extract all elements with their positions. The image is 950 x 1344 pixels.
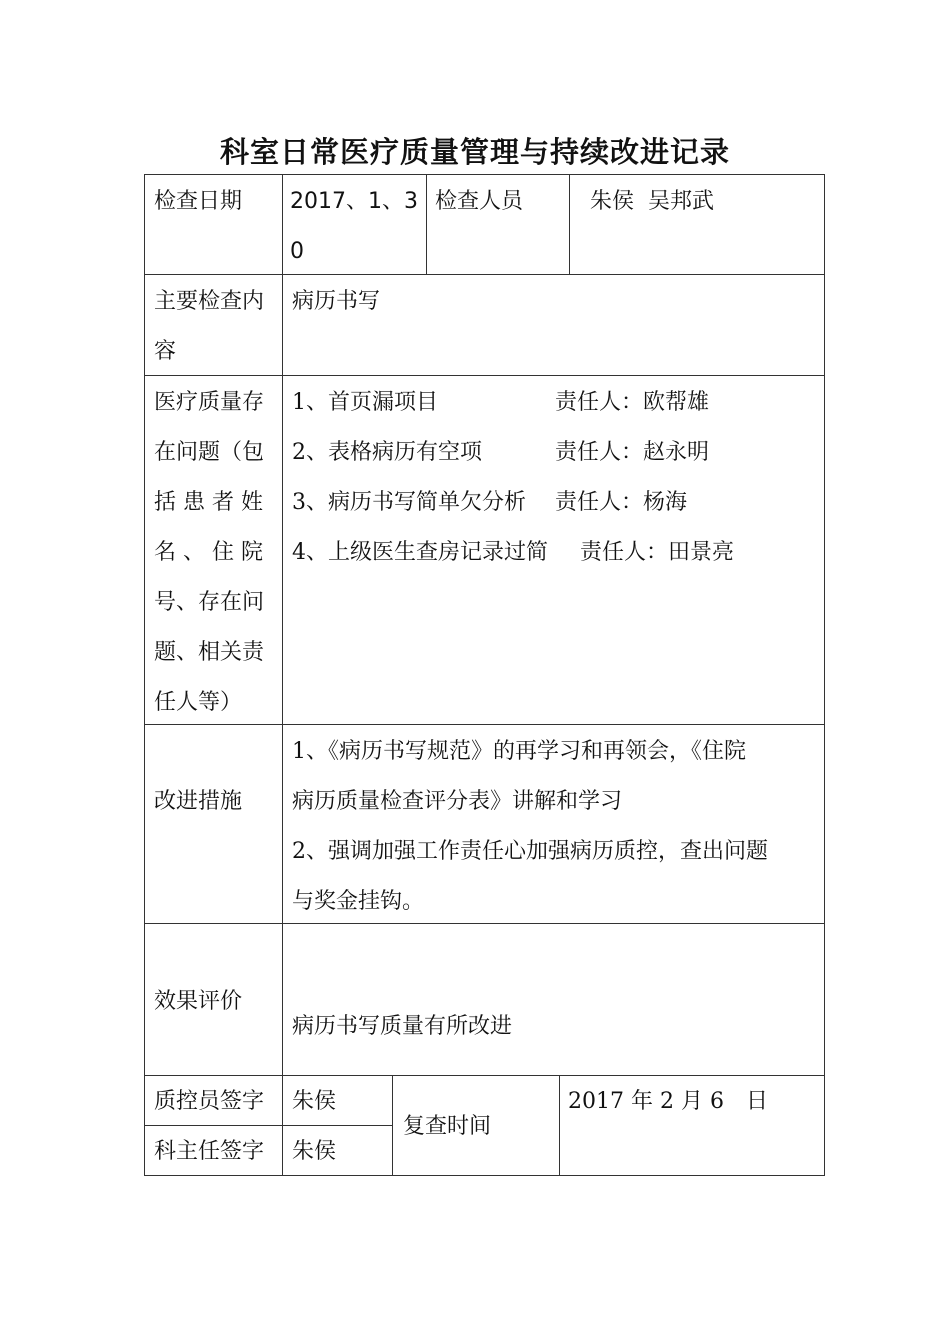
problems-label-line: 括 患 者 姓 (154, 490, 263, 515)
measures-line: 与奖金挂钩。 (292, 889, 425, 914)
review-date: 2017 年 2 月 6 日 (568, 1089, 768, 1114)
problem-item-responsible: 责任人：田景亮 (580, 540, 735, 565)
problem-item-text: 2、表格病历有空项 (292, 440, 482, 465)
qc-signature-value: 朱侯 (292, 1089, 337, 1114)
problems-label-line: 题、相关责 (154, 640, 265, 665)
problem-item-text: 3、病历书写简单欠分析 (292, 490, 526, 515)
content-label-line1: 主要检查内 (154, 289, 265, 314)
effect-label: 效果评价 (154, 989, 243, 1014)
measures-line: 1、《病历书写规范》的再学习和再领会，《住院 (292, 739, 746, 764)
divider (144, 923, 825, 924)
problems-label-line: 号、存在问 (154, 590, 265, 615)
divider (559, 1075, 560, 1176)
measures-label: 改进措施 (154, 789, 243, 814)
divider (144, 274, 825, 275)
divider (144, 724, 825, 725)
problem-item-text: 4、上级医生查房记录过简 (292, 540, 548, 565)
divider (282, 174, 283, 1176)
divider (392, 1075, 393, 1176)
divider (426, 174, 427, 274)
qc-signature-label: 质控员签字 (154, 1089, 265, 1114)
inspector-names: 朱侯 吴邦武 (590, 189, 714, 214)
date-value-line1: 2017、1、3 (290, 189, 418, 214)
inspector-label: 检查人员 (435, 189, 524, 214)
director-signature-label: 科主任签字 (154, 1139, 265, 1164)
page-title: 科室日常医疗质量管理与持续改进记录 (219, 135, 730, 169)
problems-label-line: 医疗质量存 (154, 390, 265, 415)
problem-item-responsible: 责任人：欧帮雄 (555, 390, 710, 415)
divider (144, 1075, 825, 1076)
problems-label-line: 任人等） (154, 690, 243, 715)
director-signature-value: 朱侯 (292, 1139, 337, 1164)
problem-item-responsible: 责任人：杨海 (555, 490, 688, 515)
problems-label-line: 名 、 住 院 (154, 540, 263, 565)
divider (144, 375, 825, 376)
effect-value: 病历书写质量有所改进 (292, 1014, 513, 1039)
problem-item-responsible: 责任人：赵永明 (555, 440, 710, 465)
divider (569, 174, 570, 274)
problem-item-text: 1、首页漏项目 (292, 390, 438, 415)
date-label: 检查日期 (154, 189, 243, 214)
content-value: 病历书写 (292, 289, 381, 314)
content-label-line2: 容 (154, 339, 177, 364)
measures-line: 2、强调加强工作责任心加强病历质控，查出问题 (292, 839, 768, 864)
problems-label-line: 在问题（包 (154, 440, 265, 465)
review-time-label: 复查时间 (403, 1114, 492, 1139)
date-value-line2: 0 (290, 239, 304, 264)
measures-line: 病历质量检查评分表》讲解和学习 (292, 789, 623, 814)
